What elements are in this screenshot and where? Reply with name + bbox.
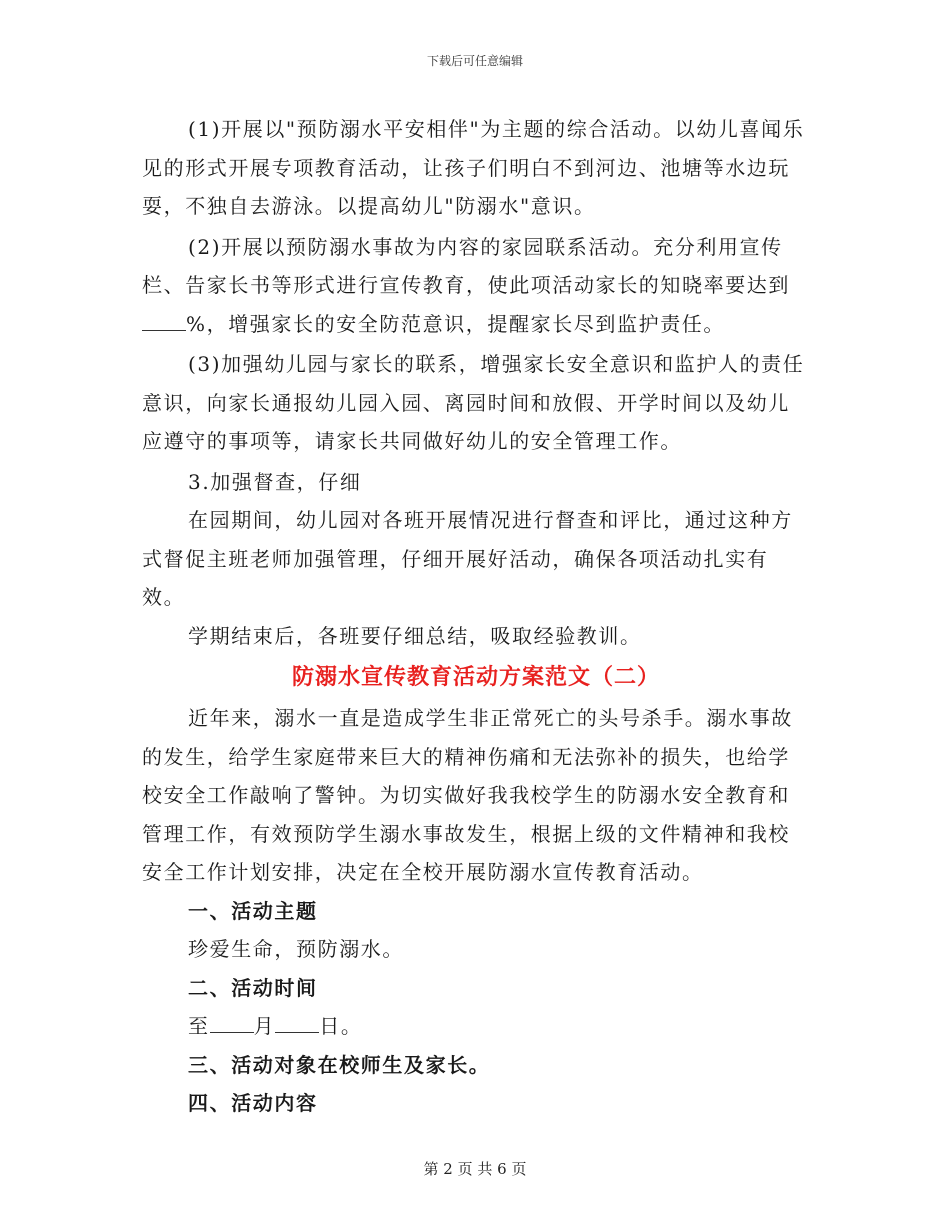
paragraph-8: 珍爱生命，预防溺水。 <box>188 937 404 961</box>
fill-blank <box>210 1014 254 1033</box>
page-number: 第 2 页 共 6 页 <box>423 1160 527 1178</box>
section-title: 防溺水宣传教育活动方案范文（二） <box>291 664 660 690</box>
paragraph-6: 学期结束后，各班要仔细总结，吸取经验教训。 <box>188 623 642 648</box>
fill-blank <box>142 312 186 331</box>
paragraph-3: (3)加强幼儿园与家长的联系，增强家长安全意识和监护人的责任意识，向家长通报幼儿园入园、离园时间和放假、开学时间以及幼儿应遵守的事项等，请家长共同做好幼儿的安全管理工作。 <box>142 352 805 453</box>
date-text-c: 日。 <box>319 1014 363 1038</box>
paragraph-2 <box>142 228 810 344</box>
paragraph-1: (1)开展以"预防溺水平安相伴"为主题的综合活动。以幼儿喜闻乐见的形式开展专项教育活动，让孩子们明白不到河边、池塘等水边玩耍，不独自去游泳。以提高幼儿"防溺水"意识。 <box>142 117 805 218</box>
date-text-b: 月 <box>253 1014 276 1038</box>
paragraph-2-text-a: (2)开展以预防溺水事故为内容的家园联系活动。充分利用宣传栏、告家长书等形式进行宣传教育，使此项活动家长的知晓率要达到 <box>142 234 790 297</box>
paragraph-2-text-b: %，增强家长的安全防范意识，提醒家长尽到监护责任。 <box>186 311 726 336</box>
header-note: 下载后可任意编辑 <box>426 54 523 68</box>
heading-time: 二、活动时间 <box>188 975 318 1000</box>
heading-theme: 一、活动主题 <box>188 898 318 923</box>
document-body <box>142 110 810 1123</box>
heading-participants: 三、活动对象在校师生及家长。 <box>188 1052 491 1077</box>
section-3-heading: 3.加强督查，仔细 <box>188 469 362 494</box>
paragraph-5: 在园期间，幼儿园对各班开展情况进行督查和评比，通过这种方式督促主班老师加强管理，仔细开展好活动，确保各项活动扎实有效。 <box>142 508 793 609</box>
heading-content: 四、活动内容 <box>188 1091 318 1115</box>
paragraph-7: 近年来，溺水一直是造成学生非正常死亡的头号杀手。溺水事故的发生，给学生家庭带来巨大的精神伤痛和无法弥补的损失，也给学校安全工作敲响了警钟。为切实做好我我校学生的防溺水安全教育和管理工作，有效预防学生溺水事故发生，根据上级的文件精神和我校安全工作计划安排，决定在全校开展防溺水宣传教育活动。 <box>142 706 793 884</box>
fill-blank <box>275 1014 319 1033</box>
paragraph-9 <box>142 1007 810 1046</box>
date-text-a: 至 <box>188 1014 210 1038</box>
